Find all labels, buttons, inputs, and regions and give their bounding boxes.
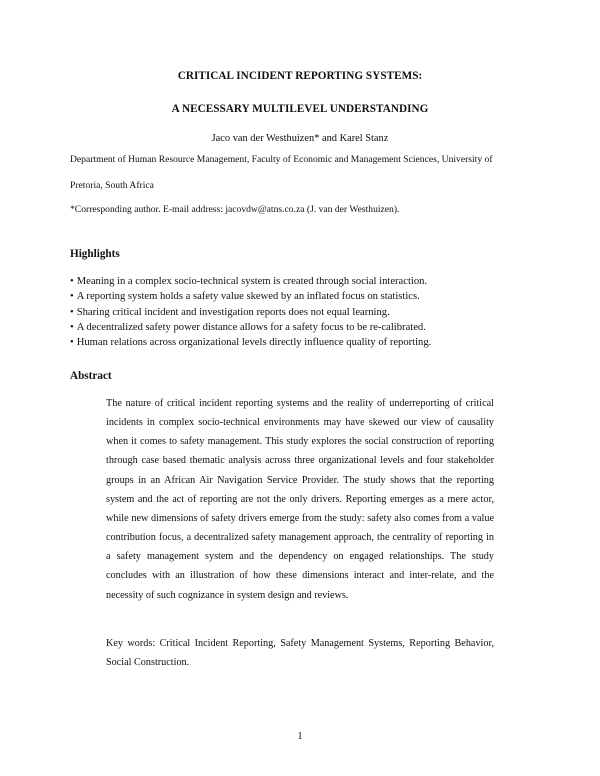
paper-title-line-1: CRITICAL INCIDENT REPORTING SYSTEMS: [177,70,423,82]
highlight-text: A reporting system holds a safety value skewed by an inflated focus on statistics. [76,291,420,303]
highlight-item [70,274,540,289]
bullet-glyph: • [70,321,74,333]
bullet-glyph: • [70,276,74,287]
highlights-list [70,274,540,350]
highlight-text: Sharing critical incident and investigation reports does not equal learning. [76,306,390,318]
author-list: Jaco van der Westhuizen* and Karel Stanz [211,133,389,144]
highlight-text: A decentralized safety power distance allows for a safety focus to be re-calibrated. [76,321,426,333]
highlight-item [70,289,540,304]
affiliation-line-1: Department of Human Resource Management, Faculty of Economic and Management Sciences, University of [70,154,493,165]
paper-title-line-2: A NECESSARY MULTILEVEL UNDERSTANDING [171,103,429,115]
highlight-item [70,320,540,335]
abstract-body: The nature of critical incident reporting systems and the reality of underreporting of critical incidents in complex socio-technical environments may have skewed our view of causality when it comes to safety management. This study explores the social construction of reporting through case based thematic analysis across three organizational levels and four stakeholder groups in an African Air Navigation Service Provider. The study shows that the reporting system and the act of reporting are not the only drivers. Reporting emerges as a mere actor, while new dimensions of safety drivers emerge from the study: safety also comes from a value contribution focus, a decentralized safety management approach, the centrality of reporting in a safety management system and the dependency on engaged relationships. The study concludes with an illustration of how these dimensions interact and inter-relate, and the necessity of such cognizance in system design and reviews. [106,398,494,601]
keywords-paragraph: Key words: Critical Incident Reporting, Safety Management Systems, Reporting Behavior, Social Construction. [106,638,494,669]
highlights-heading: Highlights [70,248,120,260]
abstract-heading: Abstract [70,370,112,382]
highlight-text: Meaning in a complex socio-technical system is created through social interaction. [76,276,428,287]
bullet-glyph: • [70,291,74,303]
highlight-item [70,305,540,320]
highlight-item [70,335,540,350]
bullet-glyph: • [70,337,74,349]
affiliation-line-2: Pretoria, South Africa [70,180,154,191]
corresponding-author-note: *Corresponding author. E-mail address: jacovdw@atns.co.za (J. van der Westhuizen). [70,204,400,215]
bullet-glyph: • [70,306,74,318]
highlight-text: Human relations across organizational levels directly influence quality of reporting. [76,337,432,349]
page-number: 1 [297,731,303,742]
